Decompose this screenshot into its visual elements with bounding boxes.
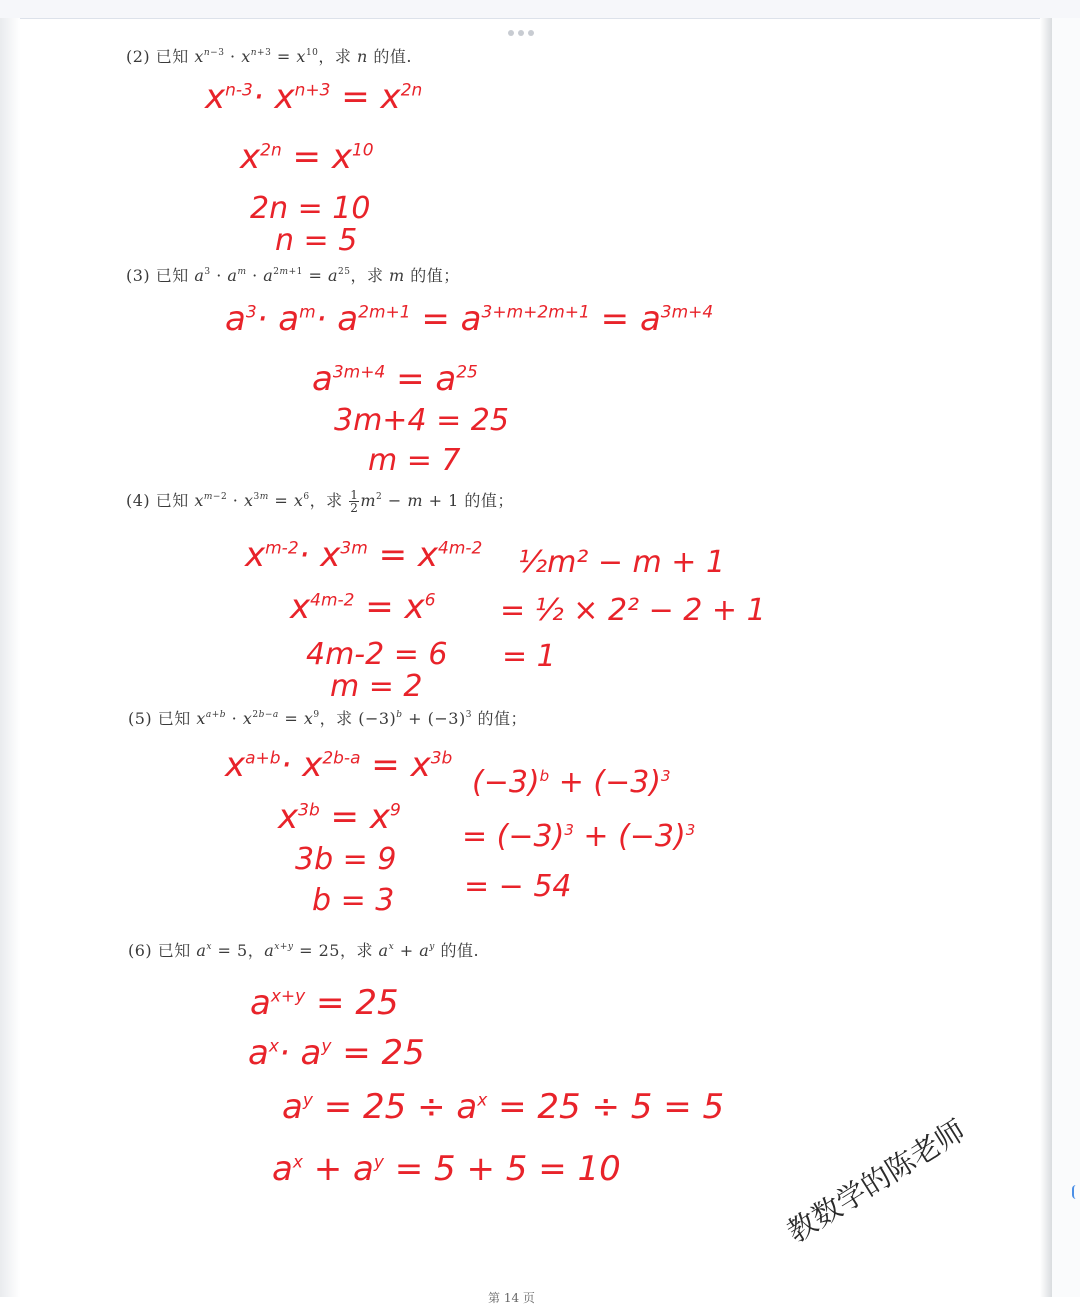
p3-step-2: $a^{3m+4} = a^{25}$ [312,359,478,399]
p5-calc-3: = − 54 [464,869,572,904]
p3-step-4: m = 7 [368,443,461,478]
p5-step-1: $x^{a+b}\cdot x^{2b-a} = x^{3b}$ [225,745,453,785]
p6-step-4: $a^x + a^y = 5 + 5 = 10$ [272,1149,621,1189]
problem-2-statement: (2) 已知 $x^{n-3} \cdot x^{n+3} = x^{10}$，求 n 的值. [126,47,412,66]
p6-step-1: $a^{x+y} = 25$ [250,983,399,1023]
p2-step-4: n = 5 [275,223,358,258]
p4-step-3: 4m-2 = 6 [306,637,448,672]
p4-step-2: $x^{4m-2} = x^6$ [290,587,436,627]
p4-step-1: $x^{m-2}\cdot x^{3m} = x^{4m-2}$ [245,535,483,575]
viewer-top-bar [0,0,1080,19]
p5-calc-2: = $(-3)^3 + (-3)^3$ [462,819,696,854]
p5-step-4: b = 3 [312,883,395,918]
viewer-right-margin [1052,18,1080,1297]
page-number: 第 14 页 [488,1291,535,1305]
p5-step-2: $x^{3b} = x^9$ [278,797,401,837]
p6-step-2: $a^x\cdot a^y = 25$ [248,1033,425,1073]
p4-calc-1: ½m² − m + 1 [518,545,726,580]
page-right-edge [1040,18,1052,1297]
more-options-handle[interactable] [508,30,540,38]
p2-step-2: $x^{2n} = x^{10}$ [240,137,374,177]
p4-step-4: m = 2 [330,669,423,704]
p3-step-3: 3m+4 = 25 [334,403,509,438]
p4-calc-2: = ½ × 2² − 2 + 1 [500,593,766,628]
p6-step-3: $a^y = 25 \div a^x = 25 \div 5 = 5$ [282,1087,725,1127]
problem-5-statement: (5) 已知 $x^{a+b} \cdot x^{2b-a} = x^9$，求 $(-3)^b + (-3)^3$ 的值； [128,709,528,728]
p5-calc-1: $(-3)^b + (-3)^3$ [472,765,671,800]
p4-calc-3: = 1 [502,639,556,674]
problem-6-statement: (6) 已知 $a^x = 5$，$a^{x+y} = 25$，求 $a^x + a^y$ 的值. [128,941,480,960]
p2-step-3: 2n = 10 [250,191,371,226]
p2-step-1: $x^{n-3}\cdot x^{n+3} = x^{2n}$ [205,77,423,117]
scroll-indicator[interactable] [1072,1185,1080,1199]
p3-step-1: $a^3\cdot a^m\cdot a^{2m+1} = a^{3+m+2m+1} = a^{3m+4}$ [225,299,714,339]
page-left-shadow [0,18,20,1297]
p5-step-3: 3b = 9 [295,842,397,877]
problem-4-statement: (4) 已知 $x^{m-2} \cdot x^{3m} = x^6$，求 $\frac{1}{2}$ $m^2 - m + 1$ 的值； [126,488,514,515]
author-watermark: 教数学的陈老师 [780,1112,972,1250]
problem-3-statement: (3) 已知 $a^3 \cdot a^m \cdot a^{2m+1} = a^{25}$，求 m 的值； [126,266,460,285]
